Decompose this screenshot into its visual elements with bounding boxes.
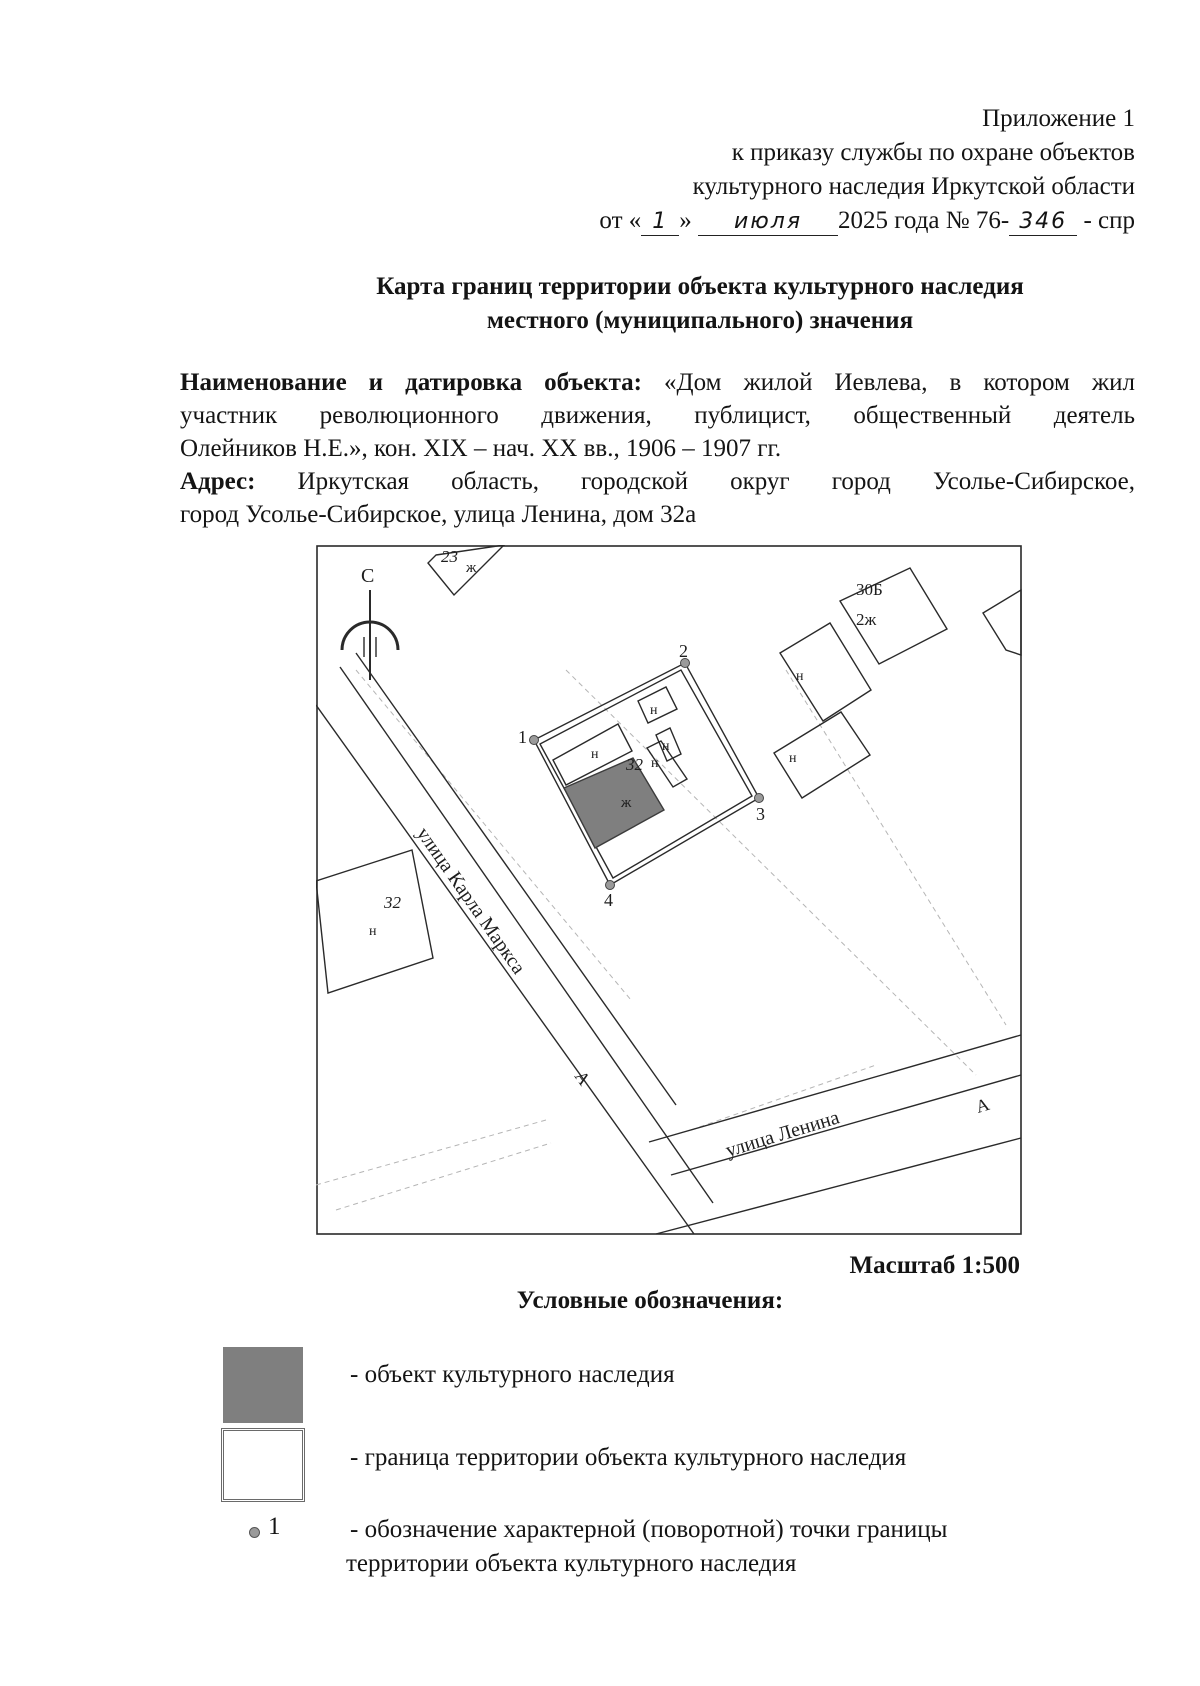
building-23-number: 23 (441, 547, 458, 566)
legend-heritage-text: - объект культурного наследия (350, 1361, 675, 1388)
order-date-line (599, 204, 1135, 238)
point-label-3: 3 (756, 804, 765, 824)
heritage-object-number: 32 (626, 755, 643, 774)
street-karl-marx-label: улица Карла Маркса (411, 823, 530, 979)
address-label: Адрес: (180, 468, 256, 495)
building-n-east-label: н (789, 751, 797, 766)
document-title-line-2: местного (муниципального) значения (486, 307, 914, 334)
heritage-object-32a (564, 758, 664, 848)
appendix-title: Приложение 1 (982, 105, 1135, 132)
document-title-line-1: Карта границ территории объекта культурного наследия (376, 273, 1024, 300)
object-description (180, 366, 1135, 531)
object-name-line-2: участник революционного движения, публицист, общественный деятель (180, 402, 1135, 429)
date-day: 1 (641, 209, 679, 236)
point-label-4: 4 (604, 890, 613, 910)
territory-boundary-inner (540, 670, 752, 878)
heritage-object-type: ж (621, 795, 632, 811)
outbuilding-h2-label: н (651, 756, 659, 771)
road-mark-marx: А (570, 1066, 595, 1089)
legend-point-number: 1 (268, 1513, 281, 1540)
outbuilding-west-label: н (591, 747, 599, 762)
legend-point-text-1: - обозначение характерной (поворотной) точки границы (350, 1516, 948, 1543)
north-arrow (342, 590, 398, 680)
building-30b-number: 30Б (856, 580, 883, 599)
object-name-label: Наименование и датировка объекта: (180, 369, 642, 396)
legend-heritage-swatch (223, 1347, 303, 1423)
date-year: 2025 года № 76- (838, 207, 1010, 234)
order-number: 346 (1009, 209, 1077, 236)
building-30b-type: 2ж (856, 610, 877, 629)
outbuilding-top-label: н (650, 703, 658, 718)
point-label-1: 1 (518, 727, 527, 747)
boundary-points (530, 659, 764, 890)
date-prefix: от « (599, 207, 642, 234)
date-month: июля (698, 209, 838, 236)
building-n-north (780, 623, 871, 721)
map-scale: Масштаб 1:500 (849, 1252, 1020, 1279)
road-mark-lenin: А (973, 1093, 992, 1117)
building-n-north-label: н (796, 669, 804, 684)
boundary-point-3 (755, 794, 764, 803)
address-text: Иркутская область, городской округ город Усолье-Сибирское, (297, 468, 1135, 495)
address-line-1 (180, 465, 1135, 498)
map-frame (317, 546, 1021, 1234)
legend-point-icon (249, 1527, 260, 1538)
boundary-map (316, 545, 1022, 1235)
boundary-point-4 (606, 881, 615, 890)
building-32 (316, 850, 433, 993)
building-right-edge (983, 590, 1021, 655)
building-32-type: н (369, 924, 377, 939)
boundary-point-1 (530, 736, 539, 745)
authority-line: культурного наследия Иркутской области (692, 173, 1135, 200)
legend-title: Условные обозначения: (516, 1287, 784, 1314)
object-name-line-3: Олейников Н.Е.», кон. XIX – нач. XX вв., 1906 – 1907 гг. (180, 435, 782, 462)
object-name-text: «Дом жилой Иевлева, в котором жил (664, 369, 1135, 396)
point-label-2: 2 (679, 641, 688, 661)
date-mid: » (679, 207, 692, 234)
legend-point-text-2: территории объекта культурного наследия (346, 1550, 797, 1577)
order-reference-line: к приказу службы по охране объектов (731, 139, 1135, 166)
object-name-line-1 (180, 366, 1135, 399)
building-23-type: ж (466, 560, 477, 576)
outbuilding-top (638, 687, 677, 723)
order-suffix: - спр (1083, 207, 1135, 234)
legend-boundary-text: - граница территории объекта культурного наследия (350, 1444, 907, 1471)
north-label: С (361, 565, 375, 587)
building-32-number: 32 (384, 893, 401, 912)
legend-boundary-swatch (221, 1428, 305, 1502)
address-line-2: город Усолье-Сибирское, улица Ленина, дом 32а (180, 501, 697, 528)
outbuilding-h1-label: н (662, 739, 670, 754)
street-lenin-label: улица Ленина (723, 1106, 843, 1162)
